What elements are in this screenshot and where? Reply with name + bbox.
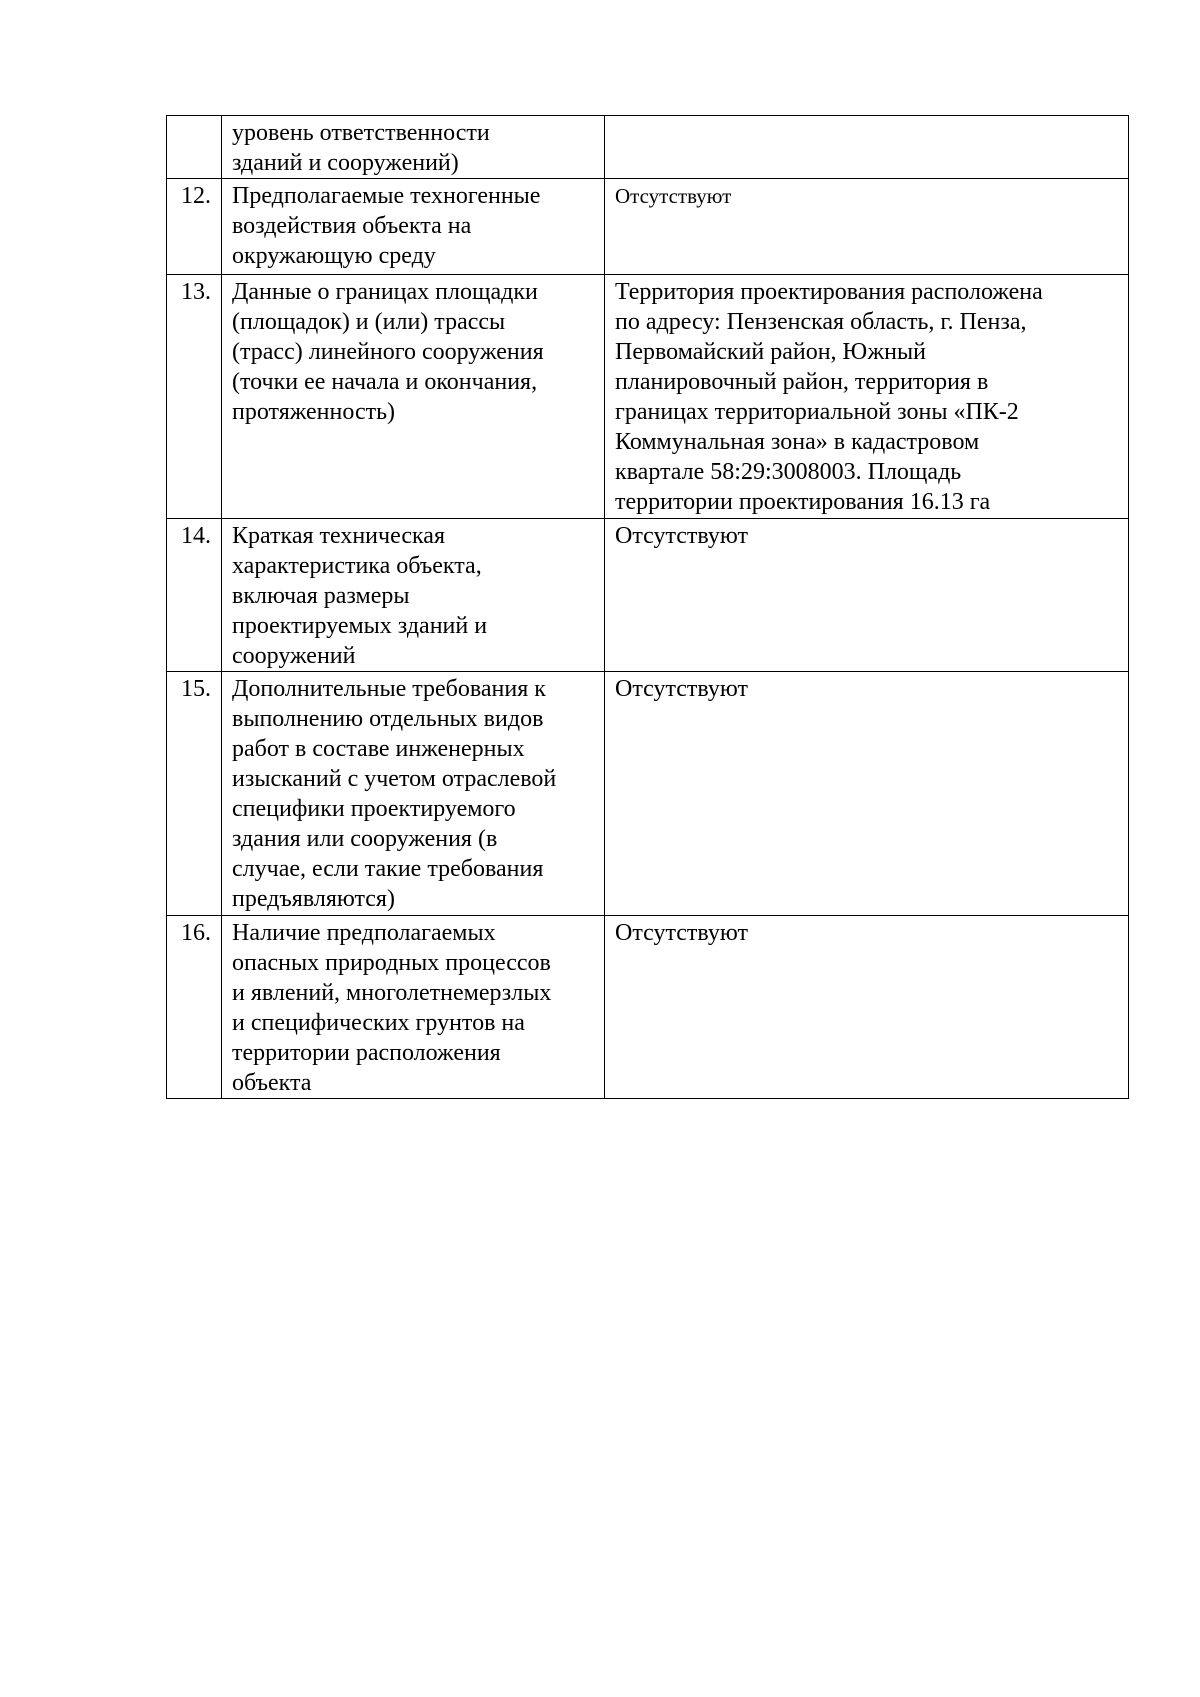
row-number: 15. (167, 672, 222, 916)
row-value (605, 672, 1129, 916)
text-line: (точки ее начала и окончания, (232, 369, 538, 395)
text-line: Краткая техническая (232, 523, 445, 549)
text-line: окружающую среду (232, 243, 436, 269)
table-row (167, 672, 1129, 916)
text-line: границах территориальной зоны «ПК-2 (615, 399, 1019, 425)
text-line: территории расположения (232, 1040, 501, 1066)
text-line: Наличие предполагаемых (232, 920, 496, 946)
row-value (605, 179, 1129, 275)
row-number: 16. (167, 916, 222, 1099)
text-line: Территория проектирования расположена (615, 279, 1043, 305)
text-line: предъявляются) (232, 886, 395, 912)
row-value (605, 519, 1129, 672)
row-parameter (222, 116, 605, 179)
text-line: и явлений, многолетнемерзлых (232, 980, 552, 1006)
text-line: Отсутствуют (615, 920, 748, 946)
requirements-table (166, 115, 1129, 1099)
text-line: Данные о границах площадки (232, 279, 538, 305)
text-line: проектируемых зданий и (232, 613, 488, 639)
row-parameter (222, 275, 605, 519)
row-parameter (222, 179, 605, 275)
row-value (605, 275, 1129, 519)
row-parameter (222, 916, 605, 1099)
row-number: 13. (167, 275, 222, 519)
table-row (167, 916, 1129, 1099)
text-line: по адресу: Пензенская область, г. Пенза, (615, 309, 1027, 335)
row-parameter (222, 672, 605, 916)
text-line: Дополнительные требования к (232, 676, 546, 702)
row-number: 14. (167, 519, 222, 672)
text-line: Первомайский район, Южный (615, 339, 926, 365)
text-line: планировочный район, территория в (615, 369, 989, 395)
text-line: территории проектирования 16.13 га (615, 489, 991, 515)
text-line: характеристика объекта, (232, 553, 482, 579)
text-line: включая размеры (232, 583, 410, 609)
text-line: Коммунальная зона» в кадастровом (615, 429, 980, 455)
text-line: Предполагаемые техногенные (232, 183, 541, 209)
text-line: протяженность) (232, 399, 396, 425)
text-line: Отсутствуют (615, 523, 748, 549)
row-number (167, 116, 222, 179)
text-line: Отсутствуют (615, 676, 748, 702)
table-row (167, 179, 1129, 275)
row-value (605, 116, 1129, 179)
text-line: здания или сооружения (в (232, 826, 498, 852)
row-parameter (222, 519, 605, 672)
row-value (605, 916, 1129, 1099)
table-row (167, 519, 1129, 672)
text-line: (трасс) линейного сооружения (232, 339, 544, 365)
text-line: изысканий с учетом отраслевой (232, 766, 557, 792)
table-row (167, 116, 1129, 179)
text-line: воздействия объекта на (232, 213, 472, 239)
text-line: выполнению отдельных видов (232, 706, 544, 732)
text-line: объекта (232, 1070, 312, 1096)
text-line: сооружений (232, 643, 356, 669)
table-row (167, 275, 1129, 519)
text-line: опасных природных процессов (232, 950, 551, 976)
text-line: уровень ответственности (232, 120, 490, 146)
text-line: случае, если такие требования (232, 856, 544, 882)
row-number: 12. (167, 179, 222, 275)
text-line: (площадок) и (или) трассы (232, 309, 506, 335)
text-line: и специфических грунтов на (232, 1010, 525, 1036)
text-line: Отсутствуют (615, 184, 732, 208)
text-line: специфики проектируемого (232, 796, 516, 822)
text-line: квартале 58:29:3008003. Площадь (615, 459, 962, 485)
text-line: работ в составе инженерных (232, 736, 525, 762)
text-line: зданий и сооружений) (232, 150, 459, 176)
